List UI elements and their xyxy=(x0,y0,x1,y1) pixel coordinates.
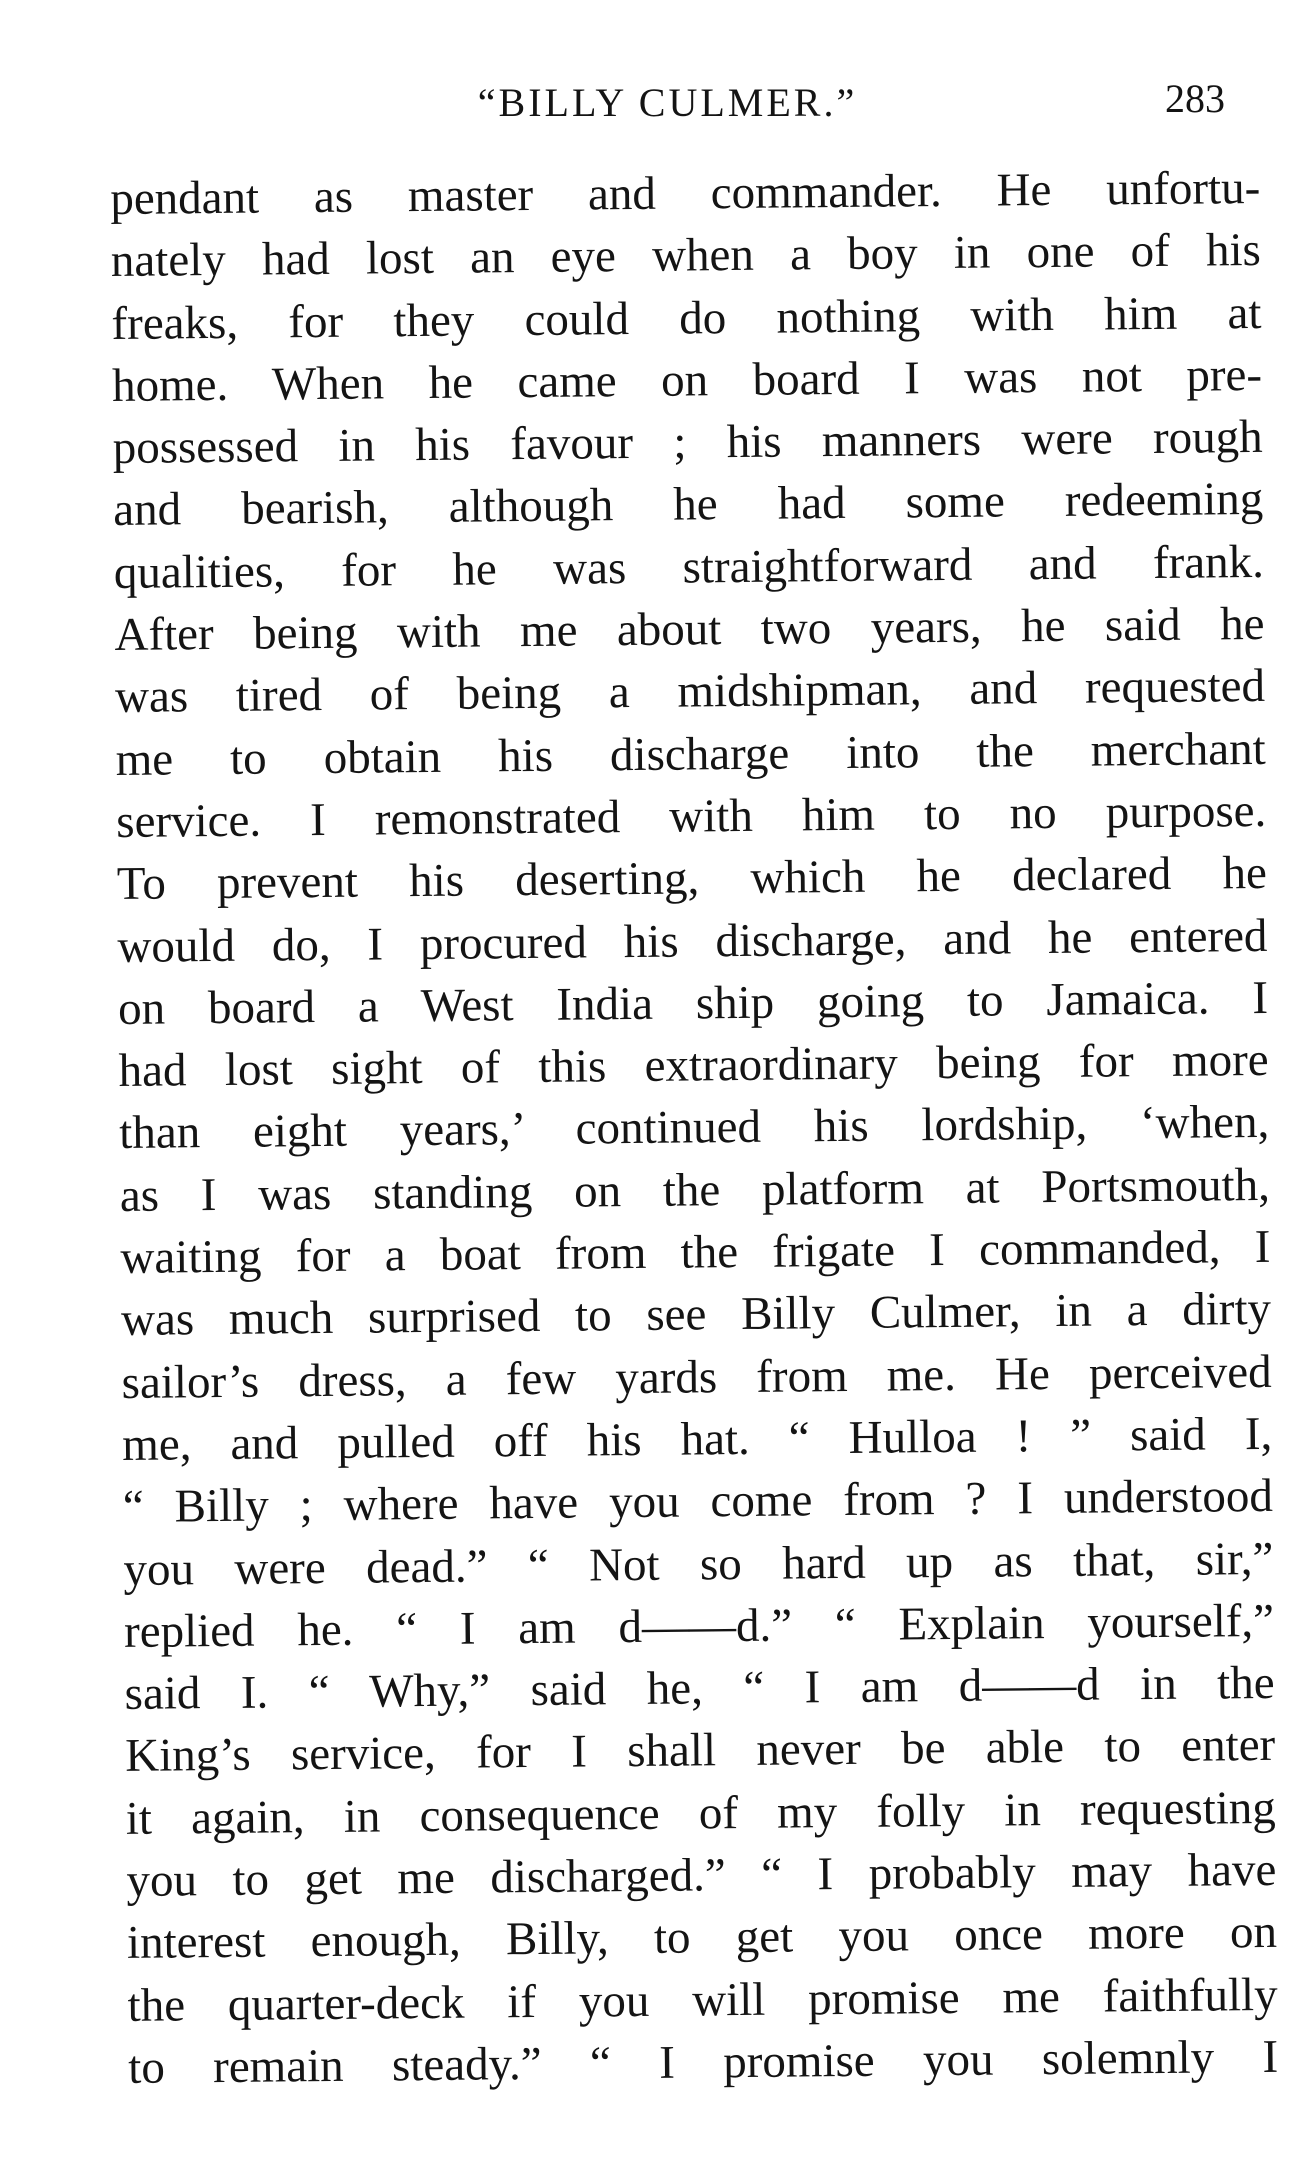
text-line: King’s service, for I shall never be able to enter xyxy=(124,1719,1276,1783)
text-line: you to get me discharged.” “ I probably may have xyxy=(126,1843,1277,1907)
text-line: To prevent his deserting, which he declared he xyxy=(116,847,1268,911)
text-line: to remain steady.” “ I promise you solemnly I xyxy=(127,2030,1279,2094)
text-line: home. When he came on board I was not pre- xyxy=(111,348,1263,412)
page-number: 283 xyxy=(1165,76,1225,121)
text-line: had lost sight of this extraordinary being for more xyxy=(118,1034,1269,1098)
body-text xyxy=(110,157,1278,2099)
text-line: would do, I procured his discharge, and he entered xyxy=(117,909,1268,973)
text-line: was much surprised to see Billy Culmer, in a dirty xyxy=(120,1283,1272,1347)
text-line: as I was standing on the platform at Portsmouth, xyxy=(119,1158,1271,1222)
text-line: service. I remonstrated with him to no purpose. xyxy=(116,784,1267,848)
text-line: sailor’s dress, a few yards from me. He perceived xyxy=(121,1345,1272,1409)
text-line: than eight years,’ continued his lordship, ‘when, xyxy=(119,1096,1270,1160)
text-line: nately had lost an eye when a boy in one of his xyxy=(110,224,1262,288)
text-line: me to obtain his discharge into the merchant xyxy=(115,722,1266,786)
text-line: After being with me about two years, he said he xyxy=(114,598,1265,662)
text-line: you were dead.” “ Not so hard up as that, sir,” xyxy=(123,1532,1274,1596)
text-line: “ Billy ; where have you come from ? I understood xyxy=(122,1470,1274,1534)
text-line: waiting for a boat from the frigate I commanded, I xyxy=(120,1220,1271,1284)
text-line: replied he. “ I am d——d.” “ Explain yourself,” xyxy=(123,1594,1275,1658)
text-line: interest enough, Billy, to get you once more on xyxy=(126,1906,1278,1970)
text-line: pendant as master and commander. He unfortu- xyxy=(110,161,1261,225)
running-title: “BILLY CULMER.” xyxy=(477,80,858,125)
text-line: on board a West India ship going to Jamaica. I xyxy=(117,971,1269,1035)
text-line: and bearish, although he had some redeeming xyxy=(113,473,1264,537)
text-line: qualities, for he was straightforward and frank. xyxy=(113,535,1265,599)
running-head xyxy=(110,78,1225,128)
text-line: said I. “ Why,” said he, “ I am d——d in the xyxy=(124,1657,1275,1721)
text-line: me, and pulled off his hat. “ Hulloa ! ” said I, xyxy=(122,1407,1273,1471)
text-line: it again, in consequence of my folly in requesting xyxy=(125,1781,1277,1845)
text-line: possessed in his favour ; his manners were rough xyxy=(112,411,1263,475)
text-line: was tired of being a midshipman, and requested xyxy=(114,660,1266,724)
text-line: the quarter-deck if you will promise me faithfully xyxy=(127,1968,1278,2032)
text-line: freaks, for they could do nothing with him at xyxy=(111,286,1262,350)
